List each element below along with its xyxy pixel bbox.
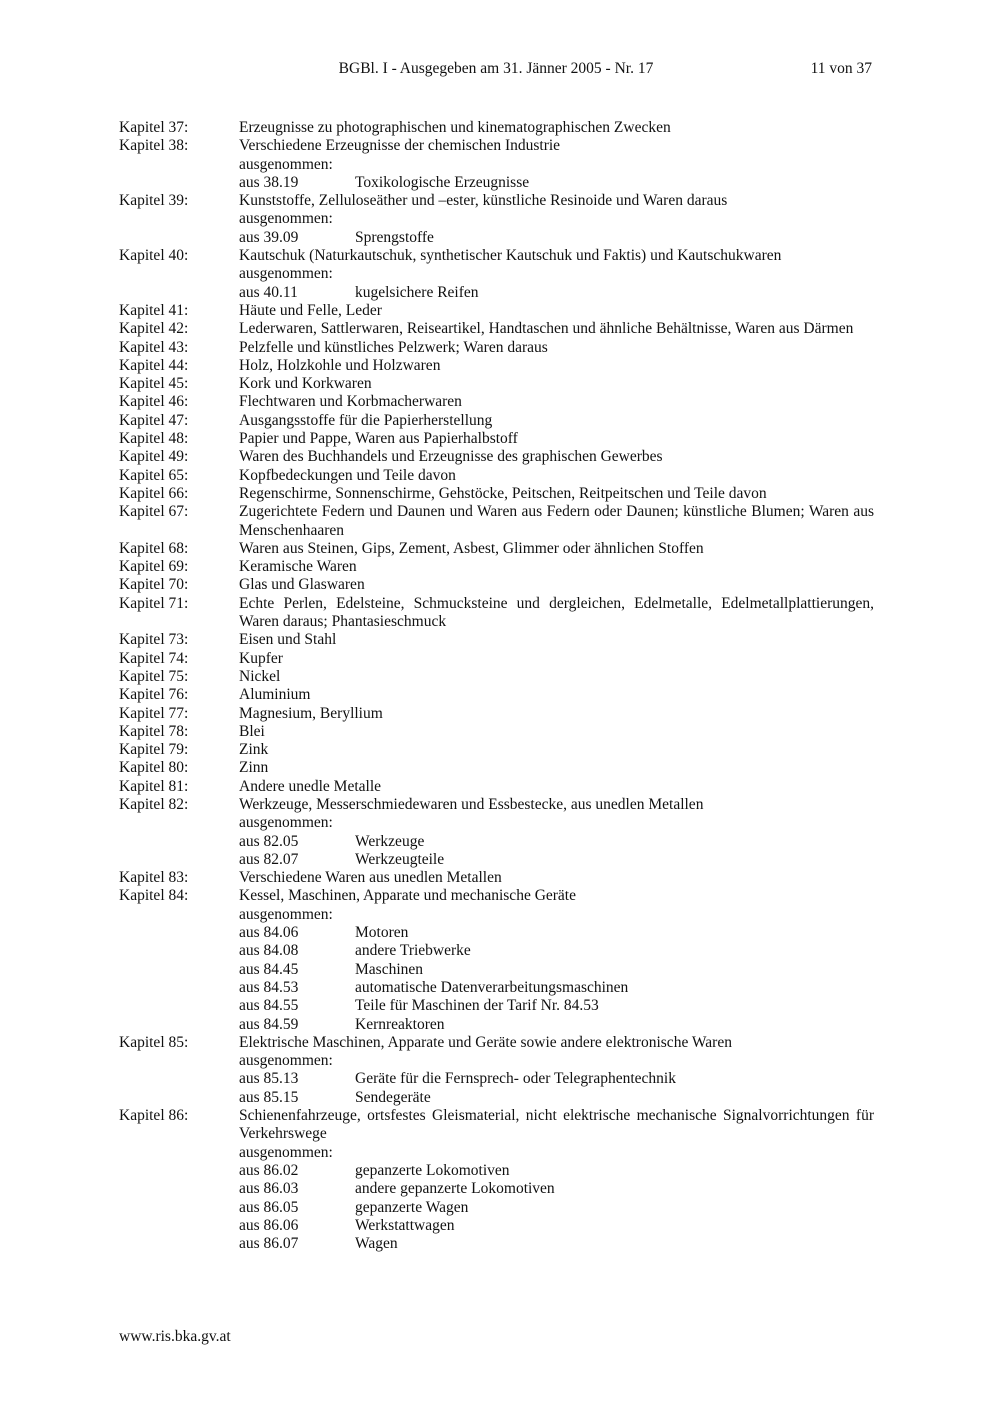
exception-code: aus 82.07 xyxy=(239,850,299,868)
chapter-number: Kapitel 39: xyxy=(119,192,189,210)
exception-code: aus 84.06 xyxy=(239,924,299,942)
chapter-number: Kapitel 78: xyxy=(119,722,189,740)
chapter-entry xyxy=(119,192,874,247)
exception-text: Werkzeuge xyxy=(355,832,425,850)
exception-text: Kernreaktoren xyxy=(355,1015,445,1033)
chapter-entry xyxy=(119,1034,874,1107)
chapter-description: Zink xyxy=(239,741,269,759)
page-number: 11 von 37 xyxy=(810,60,872,77)
exception-code: aus 86.05 xyxy=(239,1198,299,1216)
chapter-entry xyxy=(119,1107,874,1253)
exception-code: aus 40.11 xyxy=(239,283,298,301)
exception-label: ausgenommen: xyxy=(239,210,333,228)
chapter-entry xyxy=(119,558,874,576)
chapter-entry xyxy=(119,485,874,503)
chapter-description: Häute und Felle, Leder xyxy=(239,301,382,319)
exception-code: aus 39.09 xyxy=(239,228,299,246)
exception-code: aus 84.45 xyxy=(239,960,299,978)
chapter-entry xyxy=(119,320,874,338)
page-header xyxy=(0,60,992,82)
exception-item xyxy=(239,1217,874,1235)
exception-code: aus 82.05 xyxy=(239,832,299,850)
exception-code: aus 85.13 xyxy=(239,1070,299,1088)
chapter-number: Kapitel 67: xyxy=(119,503,189,521)
chapter-description: Holz, Holzkohle und Holzwaren xyxy=(239,356,441,374)
chapter-entry xyxy=(119,119,874,137)
chapter-number: Kapitel 77: xyxy=(119,704,189,722)
chapter-description: Werkzeuge, Messerschmiedewaren und Essbestecke, aus unedlen Metallen xyxy=(239,795,704,813)
exception-code: aus 84.59 xyxy=(239,1015,299,1033)
chapter-description: Nickel xyxy=(239,667,281,685)
chapter-entry xyxy=(119,887,874,1033)
chapter-entry xyxy=(119,247,874,302)
chapter-entry xyxy=(119,540,874,558)
chapter-number: Kapitel 71: xyxy=(119,594,189,612)
chapter-number: Kapitel 73: xyxy=(119,631,189,649)
exception-text: Werkzeugteile xyxy=(355,850,445,868)
chapter-number: Kapitel 68: xyxy=(119,539,189,557)
exception-label: ausgenommen: xyxy=(239,1143,333,1161)
chapter-number: Kapitel 66: xyxy=(119,484,189,502)
chapter-description: Flechtwaren und Korbmacherwaren xyxy=(239,393,462,411)
exception-code: aus 86.02 xyxy=(239,1161,299,1179)
chapter-number: Kapitel 75: xyxy=(119,667,189,685)
chapter-description: Waren des Buchhandels und Erzeugnisse des graphischen Gewerbes xyxy=(239,448,663,466)
exception-item xyxy=(239,1070,874,1088)
exception-code: aus 86.03 xyxy=(239,1180,299,1198)
chapter-description: Erzeugnisse zu photographischen und kinematographischen Zwecken xyxy=(239,119,671,136)
chapter-number: Kapitel 82: xyxy=(119,795,189,813)
exception-code: aus 84.08 xyxy=(239,942,299,960)
exception-text: Maschinen xyxy=(355,960,424,978)
exception-text: andere gepanzerte Lokomotiven xyxy=(355,1180,555,1198)
exception-code: aus 38.19 xyxy=(239,173,299,191)
chapter-description: Papier und Pappe, Waren aus Papierhalbstoff xyxy=(239,430,518,448)
exception-text: automatische Datenverarbeitungsmaschinen xyxy=(355,978,629,996)
chapter-entry xyxy=(119,357,874,375)
chapter-description: Magnesium, Beryllium xyxy=(239,704,383,722)
chapter-entry xyxy=(119,668,874,686)
chapter-number: Kapitel 43: xyxy=(119,338,189,356)
chapter-description: Regenschirme, Sonnenschirme, Gehstöcke, Peitschen, Reitpeitschen und Teile davon xyxy=(239,484,767,502)
chapter-number: Kapitel 47: xyxy=(119,411,189,429)
chapter-number: Kapitel 44: xyxy=(119,356,189,374)
chapter-entry xyxy=(119,869,874,887)
chapter-number: Kapitel 69: xyxy=(119,558,189,576)
chapter-entry xyxy=(119,631,874,649)
chapter-description: Verschiedene Erzeugnisse der chemischen Industrie xyxy=(239,137,561,155)
chapter-description: Ausgangsstoffe für die Papierherstellung xyxy=(239,411,493,429)
chapter-entry xyxy=(119,467,874,485)
chapter-number: Kapitel 65: xyxy=(119,466,189,484)
chapter-number: Kapitel 48: xyxy=(119,430,189,448)
chapter-number: Kapitel 85: xyxy=(119,1033,189,1051)
chapter-description: Eisen und Stahl xyxy=(239,631,337,649)
chapter-number: Kapitel 86: xyxy=(119,1107,189,1125)
exception-item xyxy=(239,924,874,942)
exception-text: Motoren xyxy=(355,924,409,942)
chapter-entry xyxy=(119,741,874,759)
chapter-description: Keramische Waren xyxy=(239,558,357,576)
chapter-number: Kapitel 80: xyxy=(119,759,189,777)
chapter-number: Kapitel 84: xyxy=(119,887,189,905)
chapter-number: Kapitel 40: xyxy=(119,247,189,265)
chapter-list xyxy=(119,119,874,1253)
exception-item xyxy=(239,851,874,869)
chapter-number: Kapitel 74: xyxy=(119,649,189,667)
chapter-entry xyxy=(119,759,874,777)
exception-code: aus 85.15 xyxy=(239,1088,299,1106)
exception-text: kugelsichere Reifen xyxy=(355,283,479,301)
exception-text: Teile für Maschinen der Tarif Nr. 84.53 xyxy=(355,997,599,1015)
chapter-description: Kunststoffe, Zelluloseäther und –ester, künstliche Resinoide und Waren daraus xyxy=(239,192,728,210)
chapter-description: Kopfbedeckungen und Teile davon xyxy=(239,466,456,484)
chapter-entry xyxy=(119,650,874,668)
chapter-entry xyxy=(119,723,874,741)
chapter-number: Kapitel 37: xyxy=(119,119,189,136)
chapter-description: Elektrische Maschinen, Apparate und Geräte sowie andere elektronische Waren xyxy=(239,1033,732,1051)
chapter-number: Kapitel 79: xyxy=(119,741,189,759)
chapter-description: Andere unedle Metalle xyxy=(239,777,382,795)
chapter-entry xyxy=(119,686,874,704)
exception-text: gepanzerte Lokomotiven xyxy=(355,1161,510,1179)
header-title: BGBl. I - Ausgegeben am 31. Jänner 2005 - Nr. 17 xyxy=(338,60,654,77)
exception-label: ausgenommen: xyxy=(239,155,333,173)
chapter-entry xyxy=(119,393,874,411)
chapter-description: Lederwaren, Sattlerwaren, Reiseartikel, Handtaschen und ähnliche Behältnisse, Waren aus Därmen xyxy=(239,320,854,338)
chapter-description: Kessel, Maschinen, Apparate und mechanische Geräte xyxy=(239,887,576,905)
exception-label: ausgenommen: xyxy=(239,814,333,832)
chapter-entry xyxy=(119,412,874,430)
chapter-description: Zinn xyxy=(239,759,269,777)
exception-label: ausgenommen: xyxy=(239,1052,333,1070)
chapter-description: Pelzfelle und künstliches Pelzwerk; Waren daraus xyxy=(239,338,548,356)
chapter-entry xyxy=(119,503,874,540)
exception-item xyxy=(239,174,874,192)
chapter-number: Kapitel 49: xyxy=(119,448,189,466)
chapter-description: Glas und Glaswaren xyxy=(239,576,365,594)
chapter-entry xyxy=(119,778,874,796)
chapter-entry xyxy=(119,448,874,466)
chapter-description: Blei xyxy=(239,722,265,740)
chapter-description: Verschiedene Waren aus unedlen Metallen xyxy=(239,869,502,887)
exception-label: ausgenommen: xyxy=(239,265,333,283)
chapter-description: Waren aus Steinen, Gips, Zement, Asbest, Glimmer oder ähnlichen Stoffen xyxy=(239,539,704,557)
exception-code: aus 84.53 xyxy=(239,978,299,996)
exception-item xyxy=(239,997,874,1015)
chapter-description: Echte Perlen, Edelsteine, Schmucksteine und dergleichen, Edelmetalle, Edelmetallplattierungen, Waren daraus; Phantasieschmuck xyxy=(239,594,874,631)
chapter-entry xyxy=(119,302,874,320)
chapter-description: Kork und Korkwaren xyxy=(239,375,372,393)
exception-item xyxy=(239,1180,874,1198)
chapter-entry xyxy=(119,137,874,192)
exception-label: ausgenommen: xyxy=(239,905,333,923)
exception-item xyxy=(239,1016,874,1034)
exception-text: Sprengstoffe xyxy=(355,228,434,246)
chapter-entry xyxy=(119,796,874,869)
exception-code: aus 84.55 xyxy=(239,997,299,1015)
exception-text: gepanzerte Wagen xyxy=(355,1198,469,1216)
chapter-number: Kapitel 42: xyxy=(119,320,189,338)
exception-text: Werkstattwagen xyxy=(355,1216,455,1234)
exception-item xyxy=(239,1162,874,1180)
exception-text: Toxikologische Erzeugnisse xyxy=(355,173,530,191)
chapter-entry xyxy=(119,705,874,723)
exception-code: aus 86.06 xyxy=(239,1216,299,1234)
chapter-description: Aluminium xyxy=(239,686,311,704)
exception-text: Sendegeräte xyxy=(355,1088,431,1106)
exception-item xyxy=(239,961,874,979)
chapter-number: Kapitel 83: xyxy=(119,869,189,887)
chapter-description: Schienenfahrzeuge, ortsfestes Gleismaterial, nicht elektrische mechanische Signalvorrichtungen für Verkehrswege xyxy=(239,1107,874,1143)
chapter-entry xyxy=(119,430,874,448)
chapter-entry xyxy=(119,595,874,632)
chapter-number: Kapitel 41: xyxy=(119,301,189,319)
exception-item xyxy=(239,833,874,851)
chapter-entry xyxy=(119,375,874,393)
chapter-description: Kautschuk (Naturkautschuk, synthetischer Kautschuk und Faktis) und Kautschukwaren xyxy=(239,247,782,265)
chapter-number: Kapitel 38: xyxy=(119,137,189,155)
exception-item xyxy=(239,1199,874,1217)
exception-text: Wagen xyxy=(355,1235,398,1253)
exception-item xyxy=(239,1089,874,1107)
chapter-description: Kupfer xyxy=(239,649,283,667)
chapter-entry xyxy=(119,339,874,357)
chapter-number: Kapitel 46: xyxy=(119,393,189,411)
exception-code: aus 86.07 xyxy=(239,1235,299,1253)
chapter-number: Kapitel 70: xyxy=(119,576,189,594)
exception-item xyxy=(239,1235,874,1253)
chapter-number: Kapitel 45: xyxy=(119,375,189,393)
exception-item xyxy=(239,942,874,960)
chapter-number: Kapitel 76: xyxy=(119,686,189,704)
exception-text: andere Triebwerke xyxy=(355,942,471,960)
exception-text: Geräte für die Fernsprech- oder Telegraphentechnik xyxy=(355,1070,676,1088)
footer-url[interactable]: www.ris.bka.gv.at xyxy=(119,1328,231,1345)
exception-item xyxy=(239,979,874,997)
chapter-entry xyxy=(119,576,874,594)
exception-item xyxy=(239,229,874,247)
exception-item xyxy=(239,284,874,302)
chapter-description: Zugerichtete Federn und Daunen und Waren aus Federn oder Daunen; künstliche Blumen; Waren aus Menschenhaaren xyxy=(239,503,874,539)
chapter-number: Kapitel 81: xyxy=(119,777,189,795)
